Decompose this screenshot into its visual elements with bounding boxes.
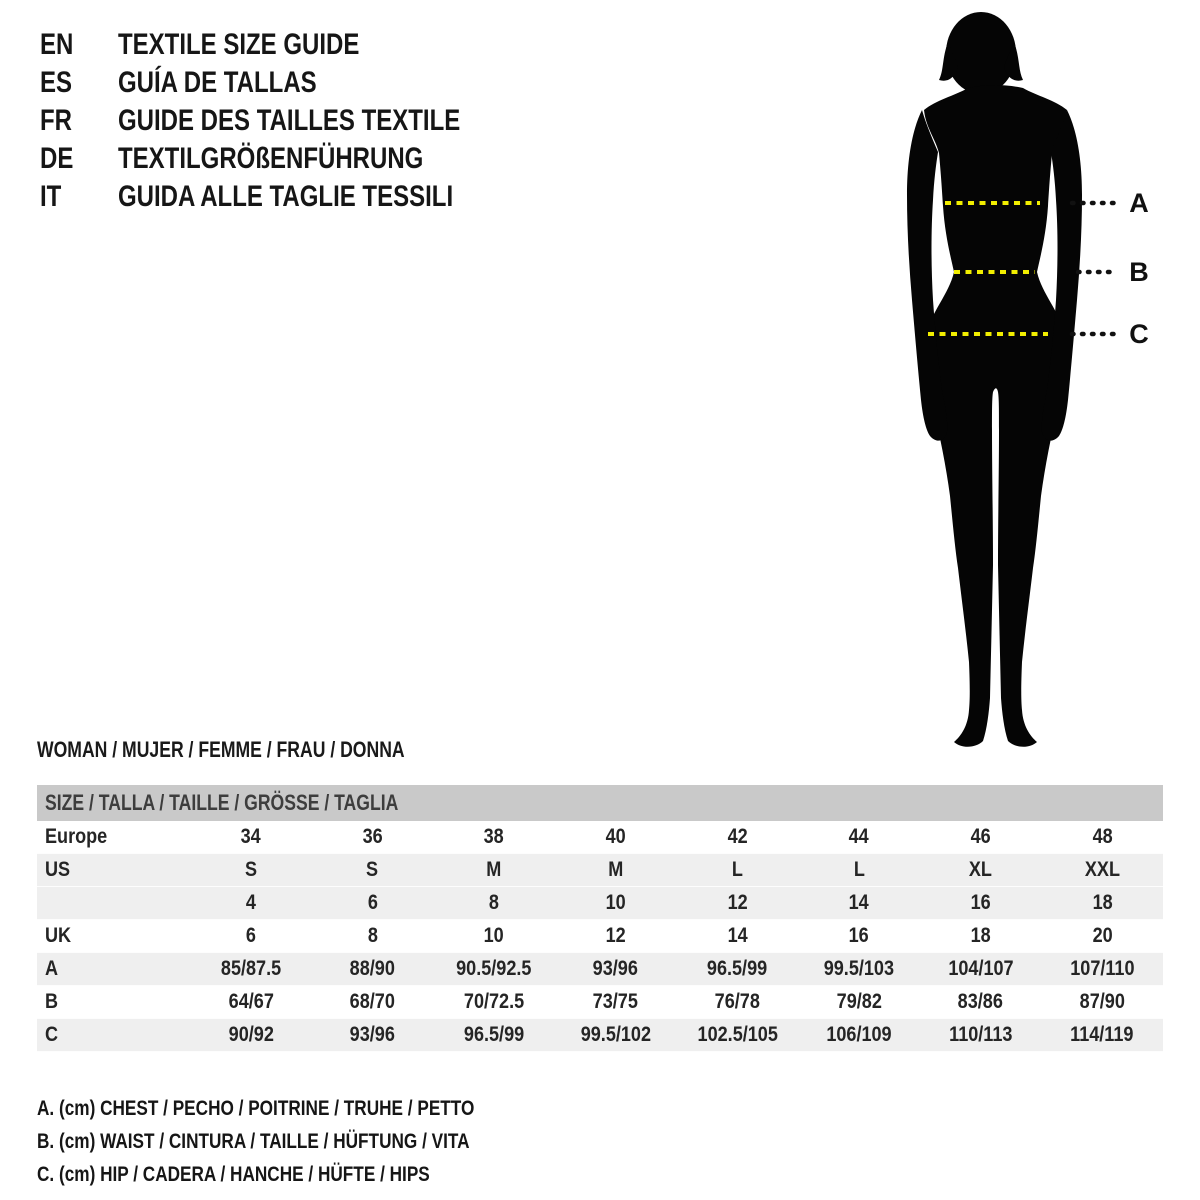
table-cell: 68/70 [349,990,396,1013]
table-cell: 93/96 [593,957,639,980]
table-cell: 87/90 [1079,990,1125,1013]
table-cell: 12 [727,891,748,914]
legend-line-chest: A. (cm) CHEST / PECHO / POITRINE / TRUHE / PETTO [37,1096,475,1120]
language-row [40,178,546,216]
table-cell: 40 [605,825,626,848]
table-cell: 44 [848,825,869,848]
table-cell: 102.5/105 [697,1023,778,1046]
table-cell: 10 [605,891,626,914]
table-cell: 46 [970,825,991,848]
table-cell: 8 [489,891,500,914]
legend-line-waist: B. (cm) WAIST / CINTURA / TAILLE / HÜFTUNG / VITA [37,1129,470,1153]
table-cell: 106/109 [826,1023,892,1046]
table-cell: 99.5/103 [823,957,895,980]
woman-silhouette-svg [850,0,1200,760]
language-row [40,64,546,102]
table-cell: 99.5/102 [580,1023,651,1046]
measurement-diagram [850,0,1200,760]
table-cell: 79/82 [836,990,882,1013]
marker-label-waist: B [1129,257,1149,287]
table-cell: 114/119 [1070,1023,1134,1046]
table-row [37,854,1163,887]
language-title: GUIDA ALLE TAGLIE TESSILI [118,180,454,213]
table-cell: 14 [727,924,748,947]
table-row [37,887,1163,920]
table-cell: 10 [484,924,505,947]
table-row [37,986,1163,1019]
table-cell: S [366,858,379,881]
table-row-label: C [45,1023,59,1046]
table-cell: 18 [970,924,991,947]
table-row-label: B [45,990,59,1013]
table-cell: XXL [1084,858,1120,881]
language-row [40,102,546,140]
table-cell: 90.5/92.5 [456,957,532,980]
size-table [37,785,1163,1052]
table-cell: 70/72.5 [463,990,525,1013]
table-cell: 20 [1092,924,1113,947]
table-row-label: A [45,957,59,980]
table-cell: 48 [1092,825,1113,848]
table-row-label: US [45,858,71,881]
language-code: DE [40,142,74,175]
table-cell: 42 [727,825,748,848]
table-cell: 76/78 [714,990,760,1013]
legend-line-hip: C. (cm) HIP / CADERA / HANCHE / HÜFTE / HIPS [37,1162,430,1186]
table-cell: L [853,858,865,881]
table-row [37,953,1163,986]
table-cell: 90/92 [228,1023,274,1046]
table-cell: XL [969,858,993,881]
language-title: TEXTILGRÖßENFÜHRUNG [118,142,424,175]
table-cell: S [244,858,257,881]
table-cell: 83/86 [957,990,1004,1013]
marker-label-chest: A [1129,188,1149,218]
table-row [37,920,1163,953]
table-cell: 64/67 [228,990,274,1013]
table-cell: 104/107 [947,957,1014,980]
table-cell: 18 [1092,891,1113,914]
language-title: GUIDE DES TAILLES TEXTILE [118,104,461,137]
table-cell: 96.5/99 [463,1023,525,1046]
language-row [40,140,546,178]
table-row [37,1019,1163,1052]
language-code: IT [40,180,62,213]
table-cell: 38 [484,825,505,848]
table-cell: 96.5/99 [707,957,768,980]
table-row-label: UK [45,924,72,947]
language-row [40,26,546,64]
table-cell: 16 [848,924,869,947]
table-cell: 4 [245,891,256,914]
table-cell: 8 [367,924,378,947]
table-row-label: Europe [45,825,108,848]
section-title-text: WOMAN / MUJER / FEMME / FRAU / DONNA [37,737,405,762]
language-list [40,26,546,216]
table-row-label [37,887,190,919]
table-header [37,785,1163,821]
table-cell: 107/110 [1070,957,1135,980]
section-title [37,737,497,763]
language-title: GUÍA DE TALLAS [118,66,317,99]
table-cell: 93/96 [349,1023,396,1046]
table-cell: 110/113 [948,1023,1013,1046]
table-cell: 34 [240,825,261,848]
table-cell: 6 [367,891,378,914]
language-code: EN [40,28,74,61]
size-table-body [37,821,1163,1052]
table-cell: 14 [848,891,869,914]
table-cell: 85/87.5 [220,957,281,980]
table-cell: 16 [970,891,991,914]
marker-label-hip: C [1129,319,1149,349]
language-code: ES [40,66,73,99]
table-row [37,821,1163,854]
measurement-legend [37,1092,584,1191]
language-title: TEXTILE SIZE GUIDE [118,28,360,61]
table-cell: 73/75 [593,990,639,1013]
table-cell: 12 [605,924,626,947]
table-header-text: SIZE / TALLA / TAILLE / GRÖSSE / TAGLIA [45,790,399,815]
table-cell: 36 [362,825,383,848]
language-code: FR [40,104,72,137]
table-cell: M [486,858,502,881]
table-cell: L [731,858,743,881]
table-cell: 6 [245,924,256,947]
table-cell: M [608,858,624,881]
table-cell: 88/90 [349,957,396,980]
